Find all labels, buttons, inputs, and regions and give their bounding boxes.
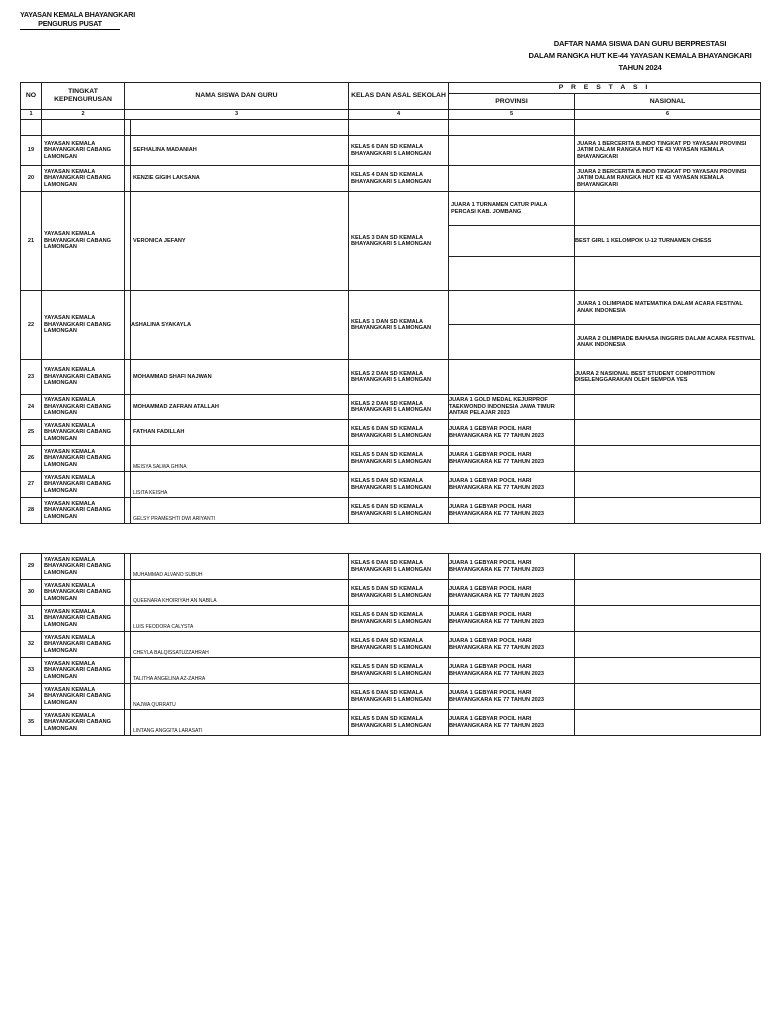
provinsi-entry: [449, 257, 574, 290]
nasional-entry: JUARA 2 OLIMPIADE BAHASA INGGRIS DALAM ACARA FESTIVAL ANAK INDONESIA: [577, 335, 755, 348]
tingkat-cell: YAYASAN KEMALA BHAYANGKARI CABANG LAMONGAN: [42, 166, 125, 192]
row-number: 27: [21, 472, 42, 498]
provinsi-cell: [449, 291, 575, 360]
table-row: [21, 658, 761, 684]
table-row: [21, 472, 761, 498]
header-prestasi: P R E S T A S I: [449, 83, 761, 94]
provinsi-cell: [449, 166, 575, 192]
kelas-cell: KELAS 3 DAN SD KEMALA BHAYANGKARI 5 LAMONGAN: [349, 192, 449, 291]
kelas-cell: KELAS 6 DAN SD KEMALA BHAYANGKARI 5 LAMONGAN: [349, 136, 449, 166]
nama-text: MOHAMMAD ZAFRAN ATALLAH: [133, 403, 219, 410]
nasional-entry: BEST GIRL 1 KELOMPOK U-12 TURNAMEN CHESS: [575, 226, 760, 257]
tingkat-cell: YAYASAN KEMALA BHAYANGKARI CABANG LAMONGAN: [42, 580, 125, 606]
kelas-cell: KELAS 2 DAN SD KEMALA BHAYANGKARI 5 LAMONGAN: [349, 395, 449, 420]
header-no: NO: [21, 83, 42, 110]
row-number: 33: [21, 658, 42, 684]
tingkat-cell: YAYASAN KEMALA BHAYANGKARI CABANG LAMONGAN: [42, 446, 125, 472]
header-kelas: KELAS DAN ASAL SEKOLAH: [349, 83, 449, 110]
tingkat-cell: YAYASAN KEMALA BHAYANGKARI CABANG LAMONGAN: [42, 554, 125, 580]
document-title: [520, 38, 760, 74]
table-row: [21, 395, 761, 420]
nasional-entry: [575, 192, 760, 226]
nasional-cell: [575, 684, 761, 710]
nasional-cell: [575, 580, 761, 606]
nama-text: LINTANG ANGGITA LARASATI: [133, 727, 203, 734]
tingkat-cell: YAYASAN KEMALA BHAYANGKARI CABANG LAMONGAN: [42, 632, 125, 658]
table-row: [21, 192, 761, 291]
nama-cell: [125, 580, 349, 606]
nasional-entry: JUARA 1 OLIMPIADE MATEMATIKA DALAM ACARA FESTIVAL ANAK INDONESIA: [575, 291, 760, 325]
nasional-entry: [575, 257, 760, 290]
achievement-table: [20, 82, 761, 524]
tingkat-cell: YAYASAN KEMALA BHAYANGKARI CABANG LAMONGAN: [42, 472, 125, 498]
nama-cell: [125, 658, 349, 684]
table-row: [21, 710, 761, 736]
nama-text: QUEENARA KHOIRIYAH AN NABILA: [133, 597, 217, 604]
nama-cell: [125, 710, 349, 736]
table-row: [21, 166, 761, 192]
provinsi-cell: JUARA 1 GEBYAR POCIL HARI BHAYANGKARA KE 77 TAHUN 2023: [449, 420, 575, 446]
nama-text: MUHAMMAD ALVANO SUBUH: [133, 571, 203, 578]
provinsi-cell: JUARA 1 GEBYAR POCIL HARI BHAYANGKARA KE 77 TAHUN 2023: [449, 580, 575, 606]
nasional-cell: [575, 395, 761, 420]
kelas-cell: KELAS 6 DAN SD KEMALA BHAYANGKARI 5 LAMONGAN: [349, 632, 449, 658]
tingkat-cell: YAYASAN KEMALA BHAYANGKARI CABANG LAMONGAN: [42, 136, 125, 166]
provinsi-cell: JUARA 1 GEBYAR POCIL HARI BHAYANGKARA KE 77 TAHUN 2023: [449, 606, 575, 632]
header-tingkat: TINGKAT KEPENGURUSAN: [42, 83, 125, 110]
header-nama: NAMA SISWA DAN GURU: [125, 83, 349, 110]
tingkat-cell: YAYASAN KEMALA BHAYANGKARI CABANG LAMONGAN: [42, 498, 125, 524]
table-row: [21, 580, 761, 606]
table-row: [21, 360, 761, 395]
nasional-cell: [575, 554, 761, 580]
nama-text: LISITA KEISHA: [133, 489, 168, 496]
kelas-cell: KELAS 6 DAN SD KEMALA BHAYANGKARI 5 LAMONGAN: [349, 606, 449, 632]
nama-cell: [125, 684, 349, 710]
provinsi-entry: [449, 325, 574, 359]
provinsi-entry: [449, 226, 574, 257]
provinsi-cell: [449, 136, 575, 166]
row-number: 22: [21, 291, 42, 360]
header-nasional: NASIONAL: [575, 94, 761, 110]
kelas-cell: KELAS 6 DAN SD KEMALA BHAYANGKARI 5 LAMONGAN: [349, 684, 449, 710]
nama-cell: [125, 395, 349, 420]
row-number: 25: [21, 420, 42, 446]
kelas-cell: KELAS 6 DAN SD KEMALA BHAYANGKARI 5 LAMONGAN: [349, 554, 449, 580]
provinsi-cell: JUARA 1 GEBYAR POCIL HARI BHAYANGKARA KE 77 TAHUN 2023: [449, 554, 575, 580]
nama-text: CHEYLA BALQISSATUZZAHRAH: [133, 649, 209, 656]
nasional-cell: JUARA 2 BERCERITA B.INDO TINGKAT PD YAYASAN PROVINSI JATIM DALAM RANGKA HUT KE 43 YAYASAN KEMALA BHAYANGKARI: [575, 166, 761, 192]
nama-cell: [125, 420, 349, 446]
nama-text: VERONICA JEFANY: [133, 237, 186, 244]
title-line-3: TAHUN 2024: [618, 63, 662, 72]
nama-text: MOHAMMAD SHAFI NAJWAN: [133, 373, 212, 380]
nasional-cell: [575, 606, 761, 632]
nama-cell: [125, 606, 349, 632]
kelas-cell: KELAS 5 DAN SD KEMALA BHAYANGKARI 5 LAMONGAN: [349, 710, 449, 736]
provinsi-cell: JUARA 1 GEBYAR POCIL HARI BHAYANGKARA KE 77 TAHUN 2023: [449, 710, 575, 736]
row-number: 29: [21, 554, 42, 580]
organization-header: [20, 10, 135, 30]
column-number-row: [21, 110, 761, 120]
title-line-1: DAFTAR NAMA SISWA DAN GURU BERPRESTASI: [553, 39, 727, 48]
achievement-table-continued: [20, 553, 761, 736]
nama-cell: [125, 472, 349, 498]
tingkat-cell: YAYASAN KEMALA BHAYANGKARI CABANG LAMONGAN: [42, 420, 125, 446]
nasional-cell: JUARA 2 NASIONAL BEST STUDENT COMPOTITION DISELENGGARAKAN OLEH SEMPOA YES: [575, 360, 761, 395]
nama-text: ASHALINA SYAKAYLA: [131, 321, 191, 328]
nama-text: LUIS FEODORA CALYSTA: [133, 623, 194, 630]
nasional-cell: [575, 658, 761, 684]
row-number: 23: [21, 360, 42, 395]
nama-cell: [125, 166, 349, 192]
kelas-cell: KELAS 6 DAN SD KEMALA BHAYANGKARI 5 LAMONGAN: [349, 498, 449, 524]
nama-text: SEFHALINA MADANIAH: [133, 147, 197, 154]
nama-text: TALITHA ANGELINA AZ-ZAHRA: [133, 675, 206, 682]
table-row: [21, 446, 761, 472]
provinsi-entry: JUARA 1 TURNAMEN CATUR PIALA PERCASI KAB. JOMBANG: [449, 192, 574, 226]
nasional-cell: [575, 420, 761, 446]
nama-cell: [125, 446, 349, 472]
nama-text: NAJWA QURRATU: [133, 701, 176, 708]
row-number: 21: [21, 192, 42, 291]
nasional-cell: [575, 498, 761, 524]
tingkat-cell: YAYASAN KEMALA BHAYANGKARI CABANG LAMONGAN: [42, 360, 125, 395]
nama-cell: [125, 632, 349, 658]
kelas-cell: KELAS 6 DAN SD KEMALA BHAYANGKARI 5 LAMONGAN: [349, 420, 449, 446]
tingkat-cell: YAYASAN KEMALA BHAYANGKARI CABANG LAMONGAN: [42, 658, 125, 684]
nama-text: FATHAN FADILLAH: [133, 429, 185, 436]
org-unit: PENGURUS PUSAT: [20, 19, 120, 30]
column-number: 1: [21, 110, 42, 120]
nasional-cell: JUARA 1 BERCERITA B.INDO TINGKAT PD YAYASAN PROVINSI JATIM DALAM RANGKA HUT KE 43 YAYASAN KEMALA BHAYANGKARI: [575, 136, 761, 166]
row-number: 28: [21, 498, 42, 524]
kelas-cell: KELAS 5 DAN SD KEMALA BHAYANGKARI 5 LAMONGAN: [349, 658, 449, 684]
row-number: 19: [21, 136, 42, 166]
kelas-cell: KELAS 2 DAN SD KEMALA BHAYANGKARI 5 LAMONGAN: [349, 360, 449, 395]
table-row: [21, 554, 761, 580]
table-row: [21, 632, 761, 658]
kelas-cell: KELAS 5 DAN SD KEMALA BHAYANGKARI 5 LAMONGAN: [349, 472, 449, 498]
kelas-cell: KELAS 4 DAN SD KEMALA BHAYANGKARI 5 LAMONGAN: [349, 166, 449, 192]
nama-text: MEISYA SALWA GHINA: [133, 463, 187, 470]
header-provinsi: PROVINSI: [449, 94, 575, 110]
nama-text: KENZIE GIGIH LAKSANA: [133, 175, 200, 182]
org-name: YAYASAN KEMALA BHAYANGKARI: [20, 10, 136, 19]
kelas-cell: KELAS 5 DAN SD KEMALA BHAYANGKARI 5 LAMONGAN: [349, 446, 449, 472]
column-number: 2: [42, 110, 125, 120]
provinsi-cell: JUARA 1 GEBYAR POCIL HARI BHAYANGKARA KE 77 TAHUN 2023: [449, 684, 575, 710]
row-number: 20: [21, 166, 42, 192]
nama-cell: [125, 554, 349, 580]
tingkat-cell: YAYASAN KEMALA BHAYANGKARI CABANG LAMONGAN: [42, 710, 125, 736]
column-number: 4: [349, 110, 449, 120]
tingkat-cell: YAYASAN KEMALA BHAYANGKARI CABANG LAMONGAN: [42, 684, 125, 710]
provinsi-cell: JUARA 1 GEBYAR POCIL HARI BHAYANGKARA KE 77 TAHUN 2023: [449, 658, 575, 684]
nama-cell: [125, 291, 349, 360]
spacer-row: [21, 120, 761, 136]
title-line-2: DALAM RANGKA HUT KE-44 YAYASAN KEMALA BHAYANGKARI: [528, 51, 752, 60]
table-row: [21, 136, 761, 166]
provinsi-cell: JUARA 1 GEBYAR POCIL HARI BHAYANGKARA KE 77 TAHUN 2023: [449, 498, 575, 524]
provinsi-cell: JUARA 1 GEBYAR POCIL HARI BHAYANGKARA KE 77 TAHUN 2023: [449, 472, 575, 498]
nama-cell: [125, 498, 349, 524]
row-number: 26: [21, 446, 42, 472]
provinsi-cell: JUARA 1 GEBYAR POCIL HARI BHAYANGKARA KE 77 TAHUN 2023: [449, 446, 575, 472]
nasional-cell: [575, 472, 761, 498]
column-number: 3: [125, 110, 349, 120]
tingkat-cell: YAYASAN KEMALA BHAYANGKARI CABANG LAMONGAN: [42, 192, 125, 291]
tingkat-cell: YAYASAN KEMALA BHAYANGKARI CABANG LAMONGAN: [42, 291, 125, 360]
table-row: [21, 420, 761, 446]
row-number: 24: [21, 395, 42, 420]
row-number: 31: [21, 606, 42, 632]
nasional-cell: [575, 710, 761, 736]
tingkat-cell: YAYASAN KEMALA BHAYANGKARI CABANG LAMONGAN: [42, 395, 125, 420]
nama-cell: [125, 192, 349, 291]
nasional-cell: [575, 446, 761, 472]
kelas-cell: KELAS 1 DAN SD KEMALA BHAYANGKARI 5 LAMONGAN: [349, 291, 449, 360]
row-number: 32: [21, 632, 42, 658]
provinsi-cell: JUARA 1 GEBYAR POCIL HARI BHAYANGKARA KE 77 TAHUN 2023: [449, 632, 575, 658]
kelas-cell: KELAS 5 DAN SD KEMALA BHAYANGKARI 5 LAMONGAN: [349, 580, 449, 606]
nama-cell: [125, 360, 349, 395]
nasional-cell: [575, 632, 761, 658]
table-row: [21, 606, 761, 632]
table-row: [21, 498, 761, 524]
nama-text: GELSY PRAMESHTI DWI ARIYANTI: [133, 515, 216, 522]
row-number: 35: [21, 710, 42, 736]
row-number: 34: [21, 684, 42, 710]
nasional-cell: [575, 291, 761, 360]
provinsi-entry: [449, 291, 574, 325]
row-number: 30: [21, 580, 42, 606]
provinsi-cell: [449, 192, 575, 291]
table-row: [21, 684, 761, 710]
provinsi-cell: [449, 360, 575, 395]
table-row: [21, 291, 761, 360]
nama-cell: [125, 136, 349, 166]
provinsi-cell: JUARA 1 GOLD MEDAL KEJURPROF TAEKWONDO INDONESIA JAWA TIMUR ANTAR PELAJAR 2023: [449, 395, 575, 420]
column-number: 6: [575, 110, 761, 120]
nasional-cell: [575, 192, 761, 291]
column-number: 5: [449, 110, 575, 120]
tingkat-cell: YAYASAN KEMALA BHAYANGKARI CABANG LAMONGAN: [42, 606, 125, 632]
